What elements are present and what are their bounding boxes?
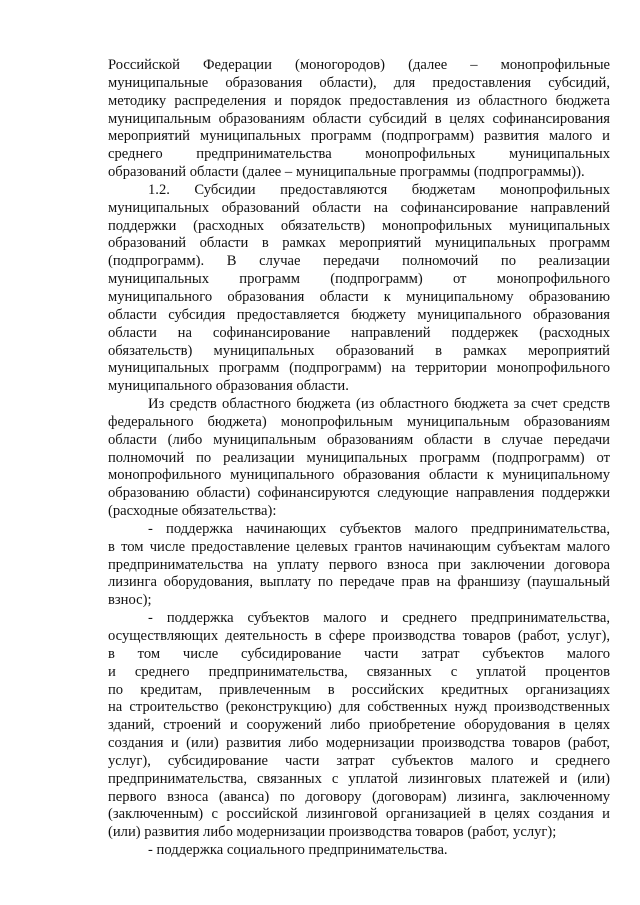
text-line: осуществляющих деятельность в сфере производства товаров (работ, услуг), xyxy=(108,628,610,644)
text-line: на строительство (реконструкцию) для собственных нужд производственных xyxy=(108,699,610,716)
text-line: муниципальных образований области на софинансирование направлений xyxy=(108,199,610,216)
text-line: предпринимательства, связанных с уплатой лизинговых платежей и (или) xyxy=(108,770,610,787)
text-line: 1.2. Субсидии предоставляются бюджетам монопрофильных xyxy=(148,181,610,198)
text-line: в том числе субсидирование части затрат субъектов малого xyxy=(108,645,610,662)
text-line: муниципальных программ (подпрограмм) от монопрофильного xyxy=(108,271,610,288)
text-line: среднего предпринимательства монопрофильных муниципальных xyxy=(108,146,610,163)
text-line: (заключенным) с российской лизинговой организацией в целях создания и xyxy=(108,806,610,823)
text-line: в том числе предоставление целевых грантов начинающим субъектам малого xyxy=(108,538,610,555)
text-line: области на софинансирование направлений поддержек (расходных xyxy=(108,324,610,341)
text-line: монопрофильного муниципального образования области к муниципальному xyxy=(108,467,610,484)
text-line: образований области (далее – муниципальные программы (подпрограммы)). xyxy=(108,164,585,181)
text-line: - поддержка социального предпринимательства. xyxy=(148,842,448,859)
text-line: муниципального образования области. xyxy=(108,378,349,395)
document-page xyxy=(108,57,610,860)
text-line: (расходные обязательства): xyxy=(108,503,277,520)
text-line: и среднего предпринимательства, связанных с уплатой процентов xyxy=(108,663,610,680)
text-line: лизинга оборудования, выплату по передаче прав на франшизу (паушальный xyxy=(108,574,610,591)
text-line: муниципальных программ (подпрограмм) на территории монопрофильного xyxy=(108,360,610,377)
text-line: (подпрограмм). В случае передачи полномочий по реализации xyxy=(108,253,610,270)
text-line: муниципальные образования области), для предоставления субсидий, xyxy=(108,74,610,91)
text-line: создания и (или) развития либо модернизации производства товаров (работ, xyxy=(108,735,610,752)
text-line: Из средств областного бюджета (из областного бюджета за счет средств xyxy=(148,396,610,413)
text-line: поддержки (расходных обязательств) монопрофильных муниципальных xyxy=(108,217,610,234)
text-line: образований области в рамках мероприятий муниципальных программ xyxy=(108,235,610,252)
text-line: по кредитам, привлеченным в российских кредитных организациях xyxy=(108,681,610,698)
text-line: полномочий по реализации муниципальных программ (подпрограмм) от xyxy=(108,449,610,466)
text-line: образованию области) софинансируются следующие направления поддержки xyxy=(108,485,610,502)
text-line: взнос); xyxy=(108,592,152,609)
text-line: - поддержка начинающих субъектов малого предпринимательства, xyxy=(148,520,610,537)
text-line: (или) развития либо модернизации производства товаров (работ, услуг); xyxy=(108,824,557,841)
text-line: предпринимательства на уплату первого взноса при заключении договора xyxy=(108,556,610,573)
text-line: методику распределения и порядок предоставления из областного бюджета xyxy=(108,92,610,109)
text-line: обязательств) муниципальных образований в рамках мероприятий xyxy=(108,342,610,359)
text-line: муниципальным образованиям области субсидий в целях софинансирования xyxy=(108,110,610,127)
text-line: первого взноса (аванса) по договору (договорам) лизинга, заключенному xyxy=(108,788,610,805)
text-line: области субсидия предоставляется бюджету муниципального образования xyxy=(108,306,610,323)
text-line: зданий, строений и сооружений либо приобретение оборудования в целях xyxy=(108,717,610,734)
text-line: Российской Федерации (моногородов) (далее – монопрофильные xyxy=(108,57,610,73)
text-line: - поддержка субъектов малого и среднего предпринимательства, xyxy=(148,610,610,627)
text-line: муниципального образования области к муниципальному образованию xyxy=(108,288,610,305)
text-line: области (либо муниципальным образованиям области в случае передачи xyxy=(108,431,610,448)
text-line: мероприятий муниципальных программ (подпрограмм) развития малого и xyxy=(108,128,610,145)
text-line: федерального бюджета) монопрофильным муниципальным образованиям xyxy=(108,413,610,430)
text-line: услуг), субсидирование части затрат субъектов малого и среднего xyxy=(108,752,610,769)
